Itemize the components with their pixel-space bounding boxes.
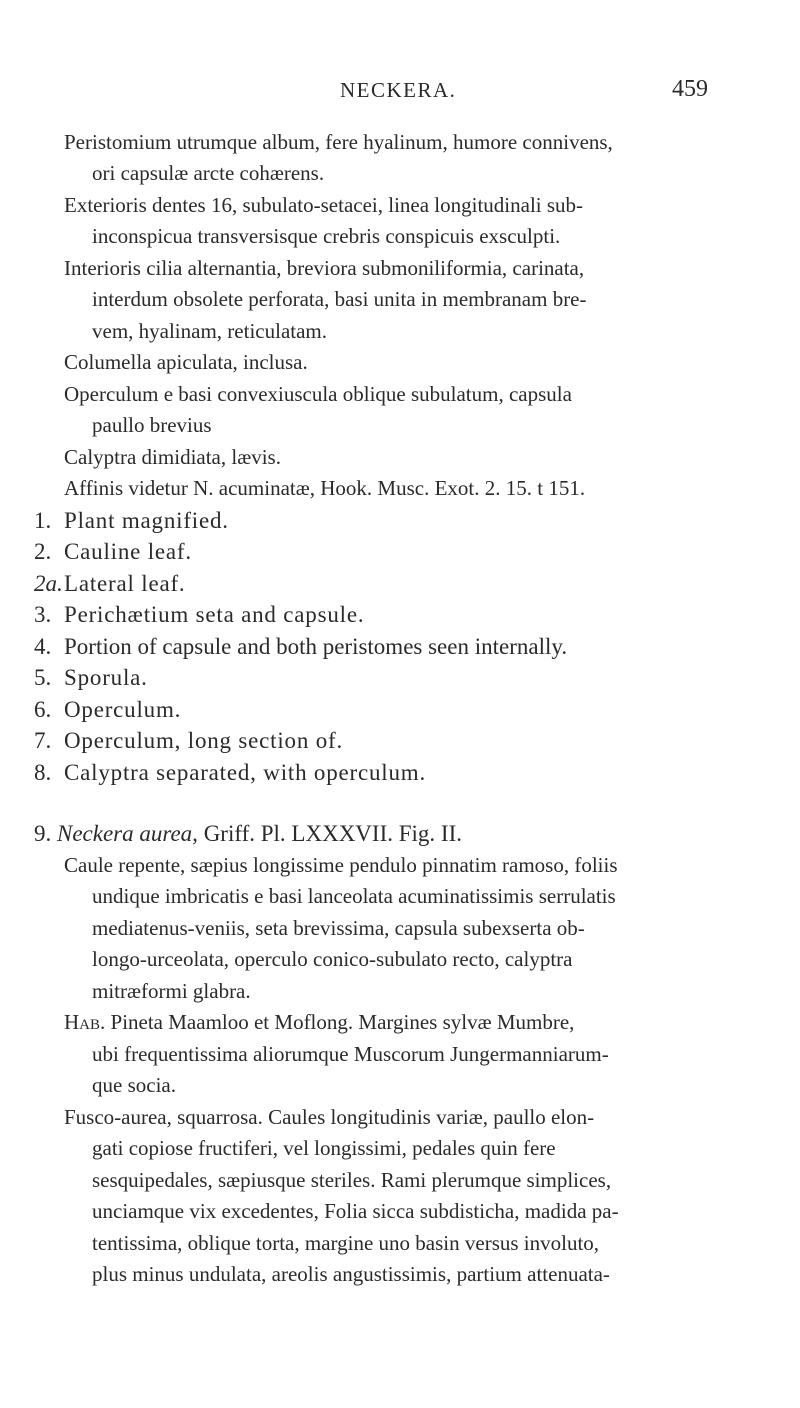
description-line: unciamque vix excedentes, Folia sicca subdisticha, madida pa-: [92, 1199, 619, 1223]
description-line: Affinis videtur N. acuminatæ, Hook. Musc. Exot. 2. 15. t 151.: [64, 476, 586, 500]
description-line: tentissima, oblique torta, margine uno basin versus involuto,: [92, 1231, 600, 1255]
habitat-text: Pineta Maamloo et Moflong. Margines sylvæ Mumbre,: [105, 1010, 575, 1034]
figure-number: 7.: [34, 728, 52, 753]
figure-caption: Portion of capsule and both peristomes seen internally.: [64, 634, 568, 659]
figure-caption: Perichætium seta and capsule.: [64, 602, 365, 627]
species-name: Neckera aurea,: [57, 821, 198, 846]
diagnosis-line: longo-urceolata, operculo conico-subulato recto, calyptra: [92, 947, 573, 971]
description-line: sesquipedales, sæpiusque steriles. Rami plerumque simplices,: [92, 1168, 612, 1192]
description-line: inconspicua transversisque crebris conspicuis exsculpti.: [92, 224, 561, 248]
figure-number: 6.: [34, 697, 52, 722]
running-title: NECKERA.: [340, 78, 457, 102]
diagnosis-line: mitræformi glabra.: [92, 979, 251, 1003]
figure-caption: Operculum.: [64, 697, 182, 722]
habitat-line: que socia.: [92, 1073, 176, 1097]
figure-number: 1.: [34, 508, 52, 533]
figure-number: 2.: [34, 539, 52, 564]
description-line: gati copiose fructiferi, vel longissimi, pedales quin fere: [92, 1136, 556, 1160]
description-line: plus minus undulata, areolis angustissimis, partium attenuata-: [92, 1262, 610, 1286]
figure-caption: Lateral leaf.: [64, 571, 186, 596]
description-line: Operculum e basi convexiuscula oblique subulatum, capsula: [64, 382, 572, 406]
figure-caption: Operculum, long section of.: [64, 728, 344, 753]
figure-number: 4.: [34, 634, 52, 659]
figure-caption: Calyptra separated, with operculum.: [64, 760, 427, 785]
diagnosis-line: mediatenus-veniis, seta brevissima, capsula subexserta ob-: [92, 916, 585, 940]
description-line: paullo brevius: [92, 413, 212, 437]
diagnosis-line: undique imbricatis e basi lanceolata acuminatissimis serrulatis: [92, 884, 616, 908]
description-line: Columella apiculata, inclusa.: [64, 350, 308, 374]
description-line: vem, hyalinam, reticulatam.: [92, 319, 327, 343]
figure-number: 5.: [34, 665, 52, 690]
description-line: interdum obsolete perforata, basi unita in membranam bre-: [92, 287, 587, 311]
figure-number: 8.: [34, 760, 52, 785]
description-line: ori capsulæ arcte cohærens.: [92, 161, 325, 185]
description-line: Exterioris dentes 16, subulato-setacei, linea longitudinali sub-: [64, 193, 584, 217]
figure-number: 3.: [34, 602, 52, 627]
habitat-line: ubi frequentissima aliorumque Muscorum Jungermanniarum-: [92, 1042, 609, 1066]
figure-number: 2a.: [34, 571, 63, 596]
habitat-line: [64, 1007, 574, 1038]
description-line: Calyptra dimidiata, lævis.: [64, 445, 281, 469]
figure-caption: Sporula.: [64, 665, 148, 690]
diagnosis-line: Caule repente, sæpius longissime pendulo pinnatim ramoso, foliis: [64, 853, 618, 877]
species-heading: [34, 818, 462, 849]
figure-caption: Plant magnified.: [64, 508, 229, 533]
species-number: 9.: [34, 821, 52, 846]
description-line: Interioris cilia alternantia, breviora submoniliformia, carinata,: [64, 256, 585, 280]
species-reference: Griff. Pl. LXXXVII. Fig. II.: [197, 821, 462, 846]
page-number: 459: [672, 76, 708, 102]
description-line: Peristomium utrumque album, fere hyalinum, humore connivens,: [64, 130, 613, 154]
habitat-label: Hab.: [64, 1010, 106, 1034]
figure-caption: Cauline leaf.: [64, 539, 192, 564]
description-line: Fusco-aurea, squarrosa. Caules longitudinis variæ, paullo elon-: [64, 1105, 595, 1129]
running-head: [0, 78, 800, 108]
